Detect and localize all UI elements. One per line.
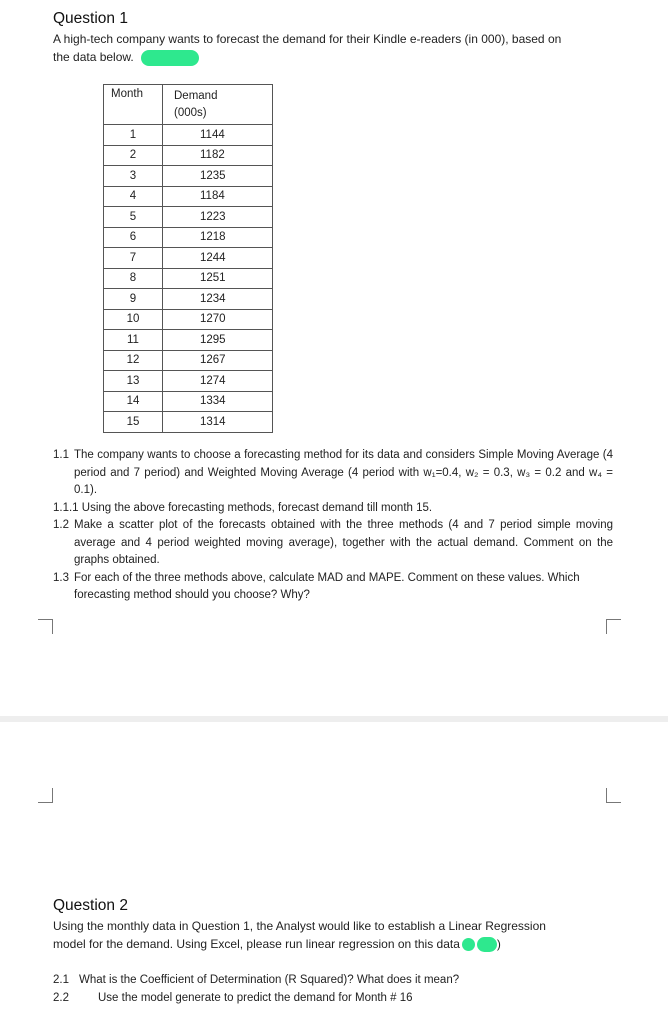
item-text — [53, 447, 613, 500]
item-text: For each of the three methods above, calculate MAD and MAPE. Comment on these values. Which forecasting method should you choose? Why? — [74, 571, 580, 601]
demand-cell: 1234 — [163, 289, 273, 310]
crop-mark-top-left — [38, 619, 53, 634]
demand-cell: 1144 — [163, 125, 273, 146]
item-text: What is the Coefficient of Determination (R Squared)? What does it mean? — [79, 974, 460, 986]
item-2-1 — [53, 972, 459, 990]
month-cell: 12 — [104, 350, 163, 371]
question-1-intro-line-2-text: the data below. — [53, 50, 134, 64]
item-number: 2.2 — [53, 991, 69, 1004]
table-row — [104, 125, 273, 146]
month-cell: 2 — [104, 145, 163, 166]
table-row — [104, 371, 273, 392]
table-row — [104, 309, 273, 330]
demand-cell: 1223 — [163, 207, 273, 228]
question-1-items — [53, 447, 613, 605]
question-1-intro — [53, 30, 613, 66]
question-1-intro-line-1: A high-tech company wants to forecast the demand for their Kindle e-readers (in 000), based on — [53, 32, 562, 46]
month-cell: 8 — [104, 268, 163, 289]
month-cell: 5 — [104, 207, 163, 228]
redaction-mark — [477, 937, 497, 952]
table-row — [104, 166, 273, 187]
demand-cell: 1334 — [163, 391, 273, 412]
demand-cell: 1270 — [163, 309, 273, 330]
demand-cell: 1184 — [163, 186, 273, 207]
demand-table — [103, 84, 273, 433]
demand-cell: 1295 — [163, 330, 273, 351]
month-cell: 13 — [104, 371, 163, 392]
question-2-intro-line-1: Using the monthly data in Question 1, the Analyst would like to establish a Linear Regression — [53, 919, 546, 933]
table-row — [104, 330, 273, 351]
item-1-1 — [53, 447, 613, 500]
item-number: 1.1 — [53, 449, 69, 461]
header-month: Month — [104, 85, 163, 125]
table-row — [104, 186, 273, 207]
item-2-2 — [53, 990, 459, 1008]
table-row — [104, 391, 273, 412]
table-row — [104, 145, 273, 166]
item-number: 2.1 — [53, 974, 69, 986]
month-cell: 6 — [104, 227, 163, 248]
demand-cell: 1267 — [163, 350, 273, 371]
header-demand-line-2: (000s) — [174, 107, 207, 119]
table-row — [104, 289, 273, 310]
month-cell: 7 — [104, 248, 163, 269]
item-1-2 — [53, 517, 613, 570]
redaction-mark — [141, 50, 199, 66]
question-2-intro-line-2 — [53, 935, 613, 953]
question-2-intro-paren: ) — [496, 937, 501, 951]
demand-cell: 1182 — [163, 145, 273, 166]
crop-mark-top-right — [606, 619, 621, 634]
demand-cell: 1244 — [163, 248, 273, 269]
demand-cell: 1235 — [163, 166, 273, 187]
demand-table-header-row — [104, 85, 273, 125]
item-number: 1.1.1 — [53, 501, 79, 514]
redaction-mark — [462, 938, 475, 951]
item-text: Make a scatter plot of the forecasts obtained with the three methods (4 and 7 period simple moving average and 4 period weighted moving average), together with the actual demand. Comment on the graphs obtained. — [74, 519, 613, 566]
month-cell: 10 — [104, 309, 163, 330]
month-cell: 4 — [104, 186, 163, 207]
item-text: Use the model generate to predict the demand for Month # 16 — [98, 991, 413, 1004]
question-2-intro — [53, 917, 613, 953]
item-number: 1.2 — [53, 519, 69, 531]
item-text-content: Using the above forecasting methods, forecast demand till month 15. — [81, 501, 433, 514]
header-demand-line-1: Demand — [174, 90, 218, 102]
table-row — [104, 207, 273, 228]
question-1-title: Question 1 — [53, 10, 128, 27]
header-demand — [163, 85, 273, 125]
demand-cell: 1274 — [163, 371, 273, 392]
month-cell: 14 — [104, 391, 163, 412]
month-cell: 11 — [104, 330, 163, 351]
table-row — [104, 350, 273, 371]
demand-cell: 1314 — [163, 412, 273, 433]
item-text-content: The company wants to choose a forecasting method for its data and considers Simple Moving Average (4 period and 7 period) and Weighted Moving Average (4 period with w₁=0.4, w₂ = 0.3, w₃ = 0.2 and w₄ = 0.1). — [74, 449, 613, 496]
question-2-intro-line-2-text: model for the demand. Using Excel, please run linear regression on this data — [53, 937, 460, 951]
demand-cell: 1218 — [163, 227, 273, 248]
question-1-intro-line-2 — [53, 48, 613, 66]
crop-mark-bottom-left — [38, 788, 53, 803]
crop-mark-bottom-right — [606, 788, 621, 803]
month-cell: 3 — [104, 166, 163, 187]
demand-cell: 1251 — [163, 268, 273, 289]
month-cell: 15 — [104, 412, 163, 433]
item-text — [53, 500, 613, 518]
month-cell: 9 — [104, 289, 163, 310]
table-row — [104, 412, 273, 433]
question-2-title: Question 2 — [53, 897, 128, 914]
item-number: 1.3 — [53, 571, 69, 584]
table-row — [104, 227, 273, 248]
item-1-1-1 — [53, 500, 613, 518]
table-row — [104, 248, 273, 269]
question-2-items — [53, 972, 459, 1007]
item-1-3 — [53, 570, 613, 605]
month-cell: 1 — [104, 125, 163, 146]
table-row — [104, 268, 273, 289]
